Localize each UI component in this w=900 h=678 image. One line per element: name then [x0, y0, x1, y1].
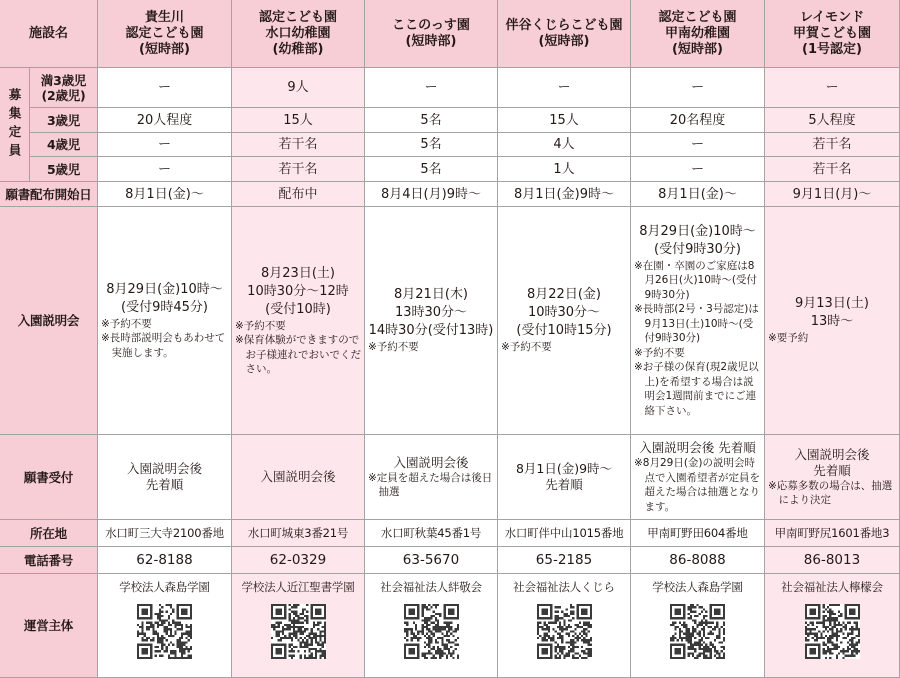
acceptance-text: 入園説明会後: [126, 461, 202, 476]
briefing-time: (受付10時): [265, 301, 331, 317]
address-value: 水口町伴中山1015番地: [498, 520, 631, 547]
facility-name-line: (短時部): [139, 41, 190, 57]
briefing-note: ※長時部説明会もあわせて実施します。: [101, 332, 226, 359]
facility-name-line: (短時部): [405, 33, 457, 49]
acceptance-text: 先着順: [145, 477, 184, 492]
capacity-age4-value: 4人: [498, 133, 631, 157]
capacity-age4-value: ー: [631, 133, 765, 157]
capacity-age3-value: 5人程度: [765, 108, 900, 133]
briefing-note: ※予約不要: [101, 317, 152, 330]
briefing-note: ※予約不要: [235, 319, 286, 332]
acceptance-text: 先着順: [813, 462, 851, 478]
briefing-note: ※予約不要: [501, 341, 552, 354]
briefing-cell: [98, 207, 232, 435]
facility-4-name-header: [498, 0, 631, 68]
facility-name-line: 水口幼稚園: [265, 25, 331, 41]
acceptance-cell: [631, 435, 765, 520]
facility-name-line: 認定こども園: [258, 9, 337, 25]
form-start-value: 9月1日(月)～: [765, 182, 900, 207]
address-value: 甲南町野尻1601番地3: [765, 520, 900, 547]
briefing-note: ※長時部(2号・3号認定)は9月13日(土)10時～(受付9時30分): [634, 303, 759, 345]
acceptance-label: 願書受付: [0, 435, 98, 520]
facility-name-line: (1号認定): [802, 41, 862, 57]
acceptance-cell: [98, 435, 232, 520]
age-label-line: (2歳児): [41, 87, 86, 103]
facility-5-name-header: [631, 0, 765, 68]
operator-cell: [98, 574, 232, 678]
phone-value: 86-8013: [765, 547, 900, 574]
capacity-age5-value: 若干名: [765, 157, 900, 182]
address-value: 水口町三大寺2100番地: [98, 520, 232, 547]
acceptance-text: 入園説明会後: [794, 446, 870, 462]
age-label-3: 3歳児: [30, 108, 98, 133]
qr-code: [670, 604, 725, 659]
briefing-note: ※お子様の保育(現2歳児以上)を希望する場合は説明会1週間前までにご連絡下さい。: [634, 361, 759, 417]
capacity-age5-value: 5名: [365, 157, 498, 182]
briefing-cell: [631, 207, 765, 435]
facility-1-name-header: [98, 0, 232, 68]
acceptance-text: 入園説明会後: [260, 469, 336, 484]
capacity-under3-value: ー: [765, 68, 900, 108]
briefing-note: ※予約不要: [634, 346, 685, 359]
phone-value: 86-8088: [631, 547, 765, 574]
phone-label: 電話番号: [0, 547, 98, 574]
form-start-value: 8月1日(金)9時～: [498, 182, 631, 207]
qr-code: [537, 604, 592, 659]
phone-value: 65-2185: [498, 547, 631, 574]
acceptance-text: 入園説明会後: [393, 454, 469, 470]
briefing-time: 8月23日(土): [261, 265, 335, 281]
capacity-label: 募集定員: [7, 87, 22, 162]
operator-name: 社会福祉法人絆敬会: [380, 580, 482, 594]
qr-code: [137, 604, 192, 659]
facility-name-line: (短時部): [538, 33, 590, 49]
capacity-under3-value: ー: [498, 68, 631, 108]
briefing-time: 8月29日(金)10時～: [106, 281, 223, 297]
facility-name-line: 甲南幼稚園: [664, 25, 730, 41]
facility-3-name-header: [365, 0, 498, 68]
facility-name-line: (短時部): [672, 41, 723, 57]
briefing-cell: [365, 207, 498, 435]
acceptance-text: 入園説明会後 先着順: [639, 440, 756, 455]
capacity-age4-value: 若干名: [232, 133, 365, 157]
acceptance-note: ※8月29日(金)の説明会時点で入園希望者が定員を超えた場合は抽選となります。: [634, 457, 760, 513]
operator-name: 学校法人森島学園: [652, 580, 743, 594]
age-label-under3: [30, 68, 98, 108]
briefing-time: (受付10時15分): [516, 323, 612, 339]
acceptance-cell: [765, 435, 900, 520]
briefing-time: 13時～: [810, 314, 854, 330]
phone-value: 62-0329: [232, 547, 365, 574]
capacity-age5-value: 若干名: [232, 157, 365, 182]
capacity-age4-value: 5名: [365, 133, 498, 157]
operator-label: 運営主体: [0, 574, 98, 678]
facility-name-line: ここのっす園: [392, 17, 470, 33]
form-start-label: 願書配布開始日: [0, 182, 98, 207]
capacity-age3-value: 20名程度: [631, 108, 765, 133]
phone-value: 63-5670: [365, 547, 498, 574]
capacity-age4-value: ー: [98, 133, 232, 157]
acceptance-text: 8月1日(金)9時～: [515, 461, 613, 476]
operator-name: 学校法人近江聖書学園: [241, 580, 355, 594]
briefing-note: ※予約不要: [368, 341, 419, 354]
facility-name-line: 甲賀こども園: [792, 25, 871, 41]
capacity-age3-value: 15人: [498, 108, 631, 133]
facility-name-line: 伴谷くじらこども園: [505, 17, 623, 33]
facility-name-line: レイモンド: [799, 9, 865, 25]
briefing-note: ※在園・卒園のご家庭は8月26日(火)10時～(受付9時30分): [634, 259, 758, 301]
briefing-time: 8月21日(木): [394, 287, 468, 303]
form-start-value: 8月1日(金)～: [98, 182, 232, 207]
operator-cell: [365, 574, 498, 678]
briefing-cell: [498, 207, 631, 435]
capacity-age5-value: ー: [98, 157, 232, 182]
acceptance-cell: [365, 435, 498, 520]
capacity-age4-value: 若干名: [765, 133, 900, 157]
age-label-4: 4歳児: [30, 133, 98, 157]
operator-cell: [631, 574, 765, 678]
briefing-time: 13時30分～: [394, 305, 468, 321]
capacity-label-cell: [0, 68, 30, 182]
form-start-value: 配布中: [232, 182, 365, 207]
capacity-age3-value: 20人程度: [98, 108, 232, 133]
age-label-5: 5歳児: [30, 157, 98, 182]
operator-cell: [498, 574, 631, 678]
operator-name: 学校法人森島学園: [119, 580, 210, 594]
qr-code: [805, 604, 860, 659]
briefing-time: 8月29日(金)10時～: [639, 223, 756, 239]
briefing-time: 8月22日(金): [527, 287, 601, 303]
acceptance-note: ※応募多数の場合は、抽選により決定: [768, 479, 893, 506]
briefing-time: 14時30分(受付13時): [368, 323, 494, 339]
briefing-note: ※保育体験ができますのでお子様連れでおいでください。: [235, 334, 361, 375]
capacity-under3-value: 9人: [232, 68, 365, 108]
address-value: 甲南町野田604番地: [631, 520, 765, 547]
address-value: 水口町秋葉45番1号: [365, 520, 498, 547]
operator-cell: [765, 574, 900, 678]
age-label-line: 満3歳児: [40, 72, 87, 88]
briefing-time: (受付9時45分): [121, 299, 208, 315]
capacity-under3-value: ー: [98, 68, 232, 108]
briefing-cell: [232, 207, 365, 435]
facility-6-name-header: [765, 0, 900, 68]
facility-name-line: 認定こども園: [658, 9, 737, 25]
facility-name-line: (幼稚部): [272, 41, 324, 57]
facility-column-label: 施設名: [0, 0, 98, 68]
acceptance-cell: [498, 435, 631, 520]
facility-name-line: 貴生川: [144, 9, 184, 25]
capacity-age3-value: 15人: [232, 108, 365, 133]
capacity-age5-value: 1人: [498, 157, 631, 182]
briefing-note: ※要予約: [768, 332, 809, 345]
briefing-time: 10時30分～12時: [247, 283, 349, 299]
form-start-value: 8月4日(月)9時～: [365, 182, 498, 207]
acceptance-note: ※定員を超えた場合は後日抽選: [368, 471, 493, 498]
operator-cell: [232, 574, 365, 678]
acceptance-cell: [232, 435, 365, 520]
capacity-under3-value: ー: [365, 68, 498, 108]
facility-name-line: 認定こども園: [125, 25, 204, 41]
qr-code: [271, 604, 326, 659]
briefing-time: 9月13日(土): [795, 296, 869, 312]
briefing-label: 入園説明会: [0, 207, 98, 435]
briefing-time: (受付9時30分): [654, 241, 741, 257]
capacity-age5-value: ー: [631, 157, 765, 182]
briefing-time: 10時30分～: [527, 305, 601, 321]
acceptance-text: 先着順: [545, 477, 583, 492]
form-start-value: 8月1日(金)～: [631, 182, 765, 207]
operator-name: 社会福祉法人くじら: [513, 580, 615, 594]
address-value: 水口町城東3番21号: [232, 520, 365, 547]
briefing-cell: [765, 207, 900, 435]
capacity-age3-value: 5名: [365, 108, 498, 133]
capacity-under3-value: ー: [631, 68, 765, 108]
phone-value: 62-8188: [98, 547, 232, 574]
address-label: 所在地: [0, 520, 98, 547]
qr-code: [404, 604, 459, 659]
operator-name: 社会福祉法人檸檬会: [781, 580, 883, 594]
facility-2-name-header: [232, 0, 365, 68]
